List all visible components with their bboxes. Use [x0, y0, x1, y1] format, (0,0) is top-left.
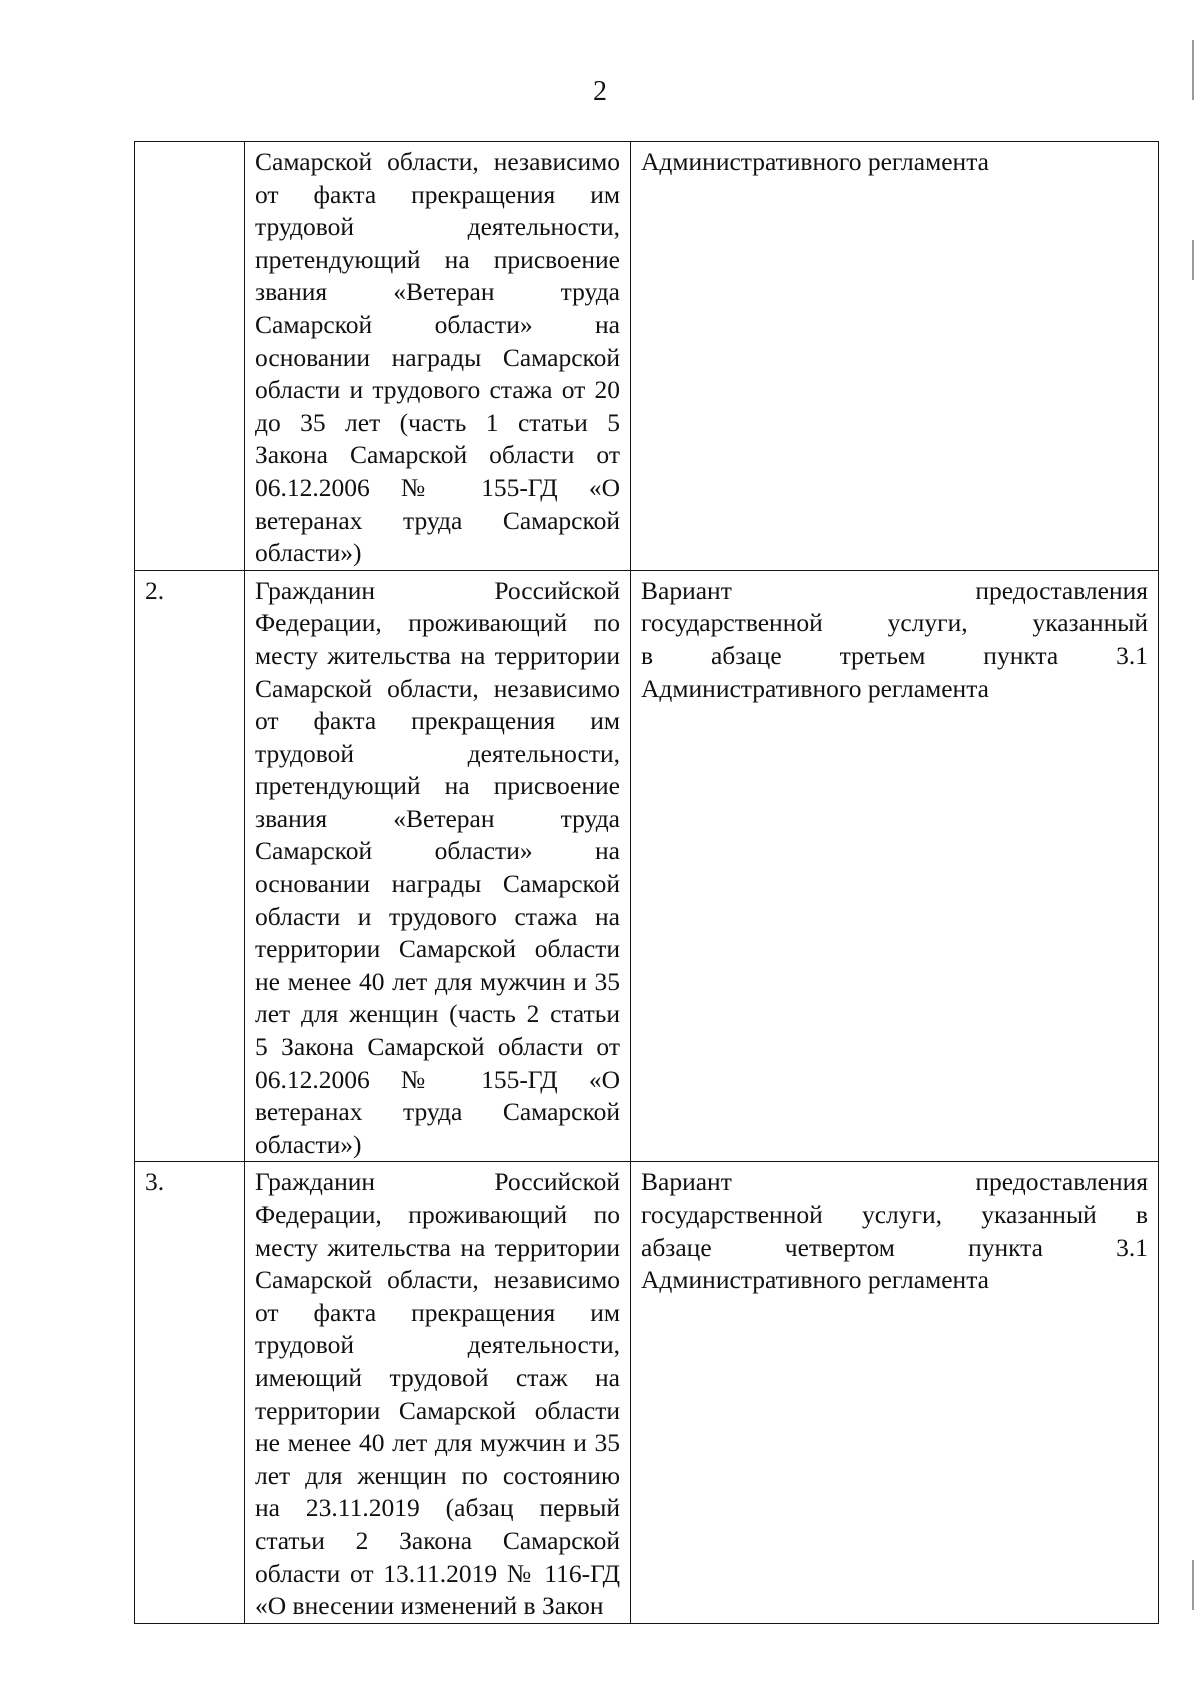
- text-line: лет для женщин (часть 2 статьи: [255, 999, 620, 1029]
- text-line: Федерации, проживающий по: [255, 608, 620, 638]
- applicant-category-cell: [245, 1162, 631, 1623]
- text-line: 06.12.2006 № 155-ГД «О: [255, 1064, 620, 1094]
- text-line: до 35 лет (часть 1 статьи 5: [255, 407, 620, 437]
- text-line: лет для женщин по состоянию: [255, 1460, 620, 1490]
- text-line: Гражданин Российской: [255, 575, 620, 605]
- scan-edge-mark: [1192, 240, 1194, 280]
- text-line: Вариант предоставления: [641, 1167, 1148, 1197]
- row-number-cell: [135, 1162, 245, 1623]
- applicant-category-cell: [245, 570, 631, 1162]
- text-line: Административного регламента: [641, 673, 989, 703]
- text-line: области и трудового стажа от 20: [255, 375, 620, 405]
- text-line: претендующий на присвоение: [255, 771, 620, 801]
- text-line: основании награды Самарской: [255, 342, 620, 372]
- text-line: абзаце четвертом пункта 3.1: [641, 1232, 1148, 1262]
- text-line: Самарской области» на: [255, 836, 620, 866]
- text-line: Административного регламента: [641, 147, 989, 176]
- text-line: на 23.11.2019 (абзац первый: [255, 1493, 620, 1523]
- text-line: Самарской области, независимо: [255, 673, 620, 703]
- scan-edge-mark: [1192, 1560, 1194, 1610]
- text-line: 06.12.2006 № 155-ГД «О: [255, 472, 620, 502]
- text-line: звания «Ветеран труда: [255, 277, 620, 307]
- text-line: территории Самарской области: [255, 1395, 620, 1425]
- service-variant-cell: [631, 1162, 1159, 1623]
- text-line: трудовой деятельности,: [255, 738, 620, 768]
- text-line: Вариант предоставления: [641, 575, 1148, 605]
- text-line: области»): [255, 1129, 362, 1159]
- text-line: ветеранах труда Самарской: [255, 1097, 620, 1127]
- page-number: 2: [593, 76, 607, 107]
- text-line: имеющий трудовой стаж на: [255, 1362, 620, 1392]
- text-line: области от 13.11.2019 № 116-ГД: [255, 1558, 620, 1588]
- text-line: Федерации, проживающий по: [255, 1200, 620, 1229]
- text-line: не менее 40 лет для мужчин и 35: [255, 1428, 620, 1458]
- applicant-category-text: [255, 146, 620, 570]
- text-line: Самарской области» на: [255, 309, 620, 339]
- text-line: 5 Закона Самарской области от: [255, 1032, 620, 1062]
- text-line: от факта прекращения им: [255, 706, 620, 736]
- text-line: ветеранах труда Самарской: [255, 505, 620, 535]
- text-line: не менее 40 лет для мужчин и 35: [255, 966, 620, 996]
- row-number: 3.: [145, 1167, 165, 1197]
- applicant-category-cell: [245, 142, 631, 571]
- table-row: [135, 570, 1159, 1162]
- text-line: государственной услуги, указанный в: [641, 1200, 1148, 1229]
- text-line: Закона Самарской области от: [255, 440, 620, 470]
- text-line: от факта прекращения им: [255, 179, 620, 209]
- service-variant-cell: [631, 142, 1159, 571]
- text-line: Административного регламента: [641, 1265, 989, 1295]
- text-line: Гражданин Российской: [255, 1167, 620, 1197]
- table-row: [135, 142, 1159, 571]
- text-line: претендующий на присвоение: [255, 244, 620, 274]
- text-line: в абзаце третьем пункта 3.1: [641, 640, 1148, 670]
- table-row: [135, 1162, 1159, 1623]
- text-line: области»): [255, 538, 362, 568]
- text-line: трудовой деятельности,: [255, 1330, 620, 1360]
- applicant-category-text: [255, 575, 620, 1162]
- text-line: месту жительства на территории: [255, 640, 620, 670]
- text-line: области и трудового стажа на: [255, 901, 620, 931]
- service-variant-text: [641, 146, 1148, 179]
- service-variant-cell: [631, 570, 1159, 1162]
- text-line: месту жительства на территории: [255, 1232, 620, 1262]
- text-line: от факта прекращения им: [255, 1297, 620, 1327]
- text-line: статьи 2 Закона Самарской: [255, 1525, 620, 1555]
- row-number: 2.: [145, 575, 165, 605]
- row-number-cell: [135, 570, 245, 1162]
- applicant-category-text: [255, 1166, 620, 1622]
- row-number-cell: [135, 142, 245, 571]
- text-line: звания «Ветеран труда: [255, 803, 620, 833]
- text-line: государственной услуги, указанный: [641, 608, 1148, 638]
- text-line: трудовой деятельности,: [255, 212, 620, 242]
- text-line: Самарской области, независимо: [255, 1265, 620, 1295]
- text-line: основании награды Самарской: [255, 869, 620, 899]
- document-table: [134, 141, 1159, 1624]
- text-line: «О внесении изменений в Закон: [255, 1591, 604, 1621]
- text-line: Самарской области, независимо: [255, 147, 620, 176]
- scan-edge-mark: [1192, 40, 1194, 100]
- service-variant-text: [641, 575, 1148, 705]
- text-line: территории Самарской области: [255, 934, 620, 964]
- service-variant-text: [641, 1166, 1148, 1296]
